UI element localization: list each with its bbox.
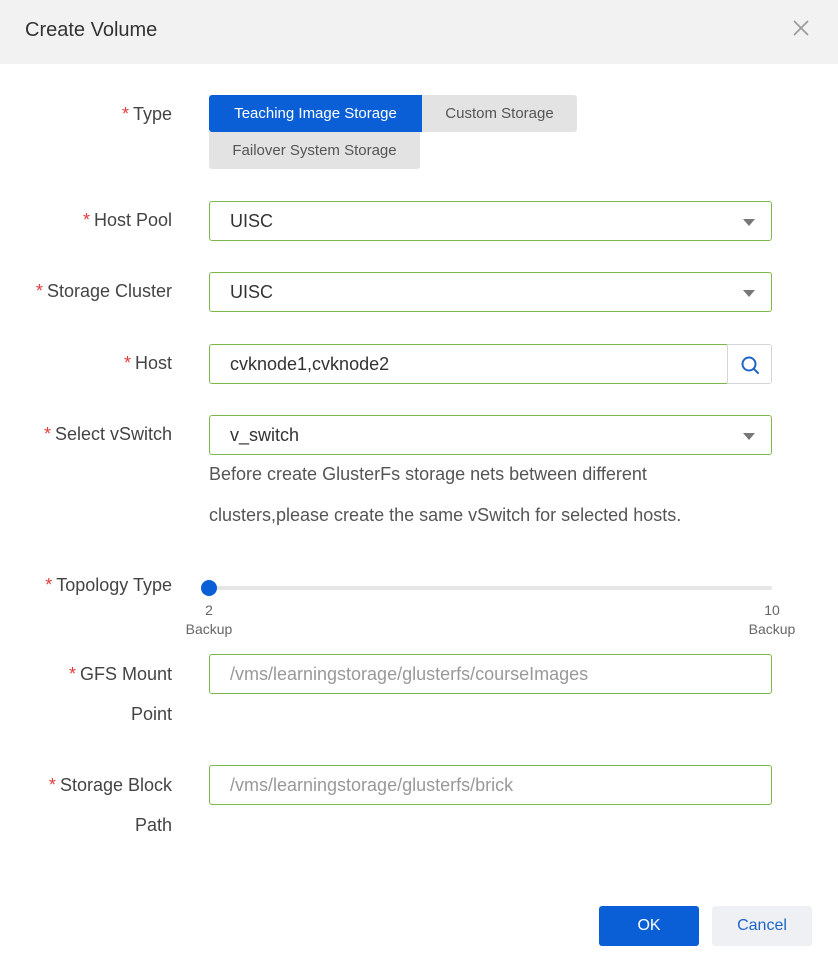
storage-block-path-placeholder: /vms/learningstorage/glusterfs/brick [230,775,514,795]
gfs-mount-point-input[interactable] [209,654,772,694]
close-icon[interactable] [789,16,813,40]
type-option-teaching-image-storage[interactable]: Teaching Image Storage [209,95,422,132]
slider-min-value: 2 [205,602,213,618]
chevron-down-icon [743,290,755,297]
host-pool-select[interactable] [209,201,772,241]
required-mark: * [121,104,129,124]
type-option-custom-storage[interactable]: Custom Storage [422,95,577,132]
topology-slider-handle[interactable] [201,580,217,596]
slider-max-tick [742,601,802,639]
vswitch-select[interactable] [209,415,772,455]
dialog-header [0,0,838,64]
topology-slider-track[interactable] [209,586,772,590]
type-option-failover-system-storage[interactable]: Failover System Storage [209,132,420,169]
ok-button[interactable]: OK [599,906,699,946]
gfs-mount-point-placeholder: /vms/learningstorage/glusterfs/courseImages [230,664,589,684]
slider-min-unit: Backup [185,621,233,637]
vswitch-value: v_switch [230,425,300,445]
storage-block-path-input[interactable] [209,765,772,805]
host-pool-label: * Host Pool [82,210,172,230]
storage-cluster-value: UISC [230,282,274,302]
vswitch-label: * Select vSwitch [43,424,172,444]
cancel-button[interactable]: Cancel [712,906,812,946]
dialog-title: Create Volume [25,19,158,41]
topology-type-label: * Topology Type [45,575,172,595]
gfs-mount-point-label: * GFS Mount Point [68,664,172,724]
storage-block-path-label: * Storage Block Path [48,775,172,835]
slider-max-value: 10 [764,602,780,618]
storage-cluster-label: * Storage Cluster [35,281,172,301]
vswitch-hint-line1: Before create GlusterFs storage nets between different [209,464,647,484]
search-icon [728,345,773,385]
host-pool-value: UISC [230,211,274,231]
type-label: * Type [121,104,172,124]
vswitch-hint-line2: clusters,please create the same vSwitch for selected hosts. [209,505,682,525]
slider-max-unit: Backup [748,621,796,637]
host-search-button[interactable] [727,344,772,384]
slider-min-tick [179,601,239,639]
chevron-down-icon [743,219,755,226]
storage-cluster-select[interactable] [209,272,772,312]
host-label: * Host [123,353,172,373]
host-value: cvknode1,cvknode2 [230,354,390,374]
host-input[interactable] [209,344,728,384]
chevron-down-icon [743,433,755,440]
